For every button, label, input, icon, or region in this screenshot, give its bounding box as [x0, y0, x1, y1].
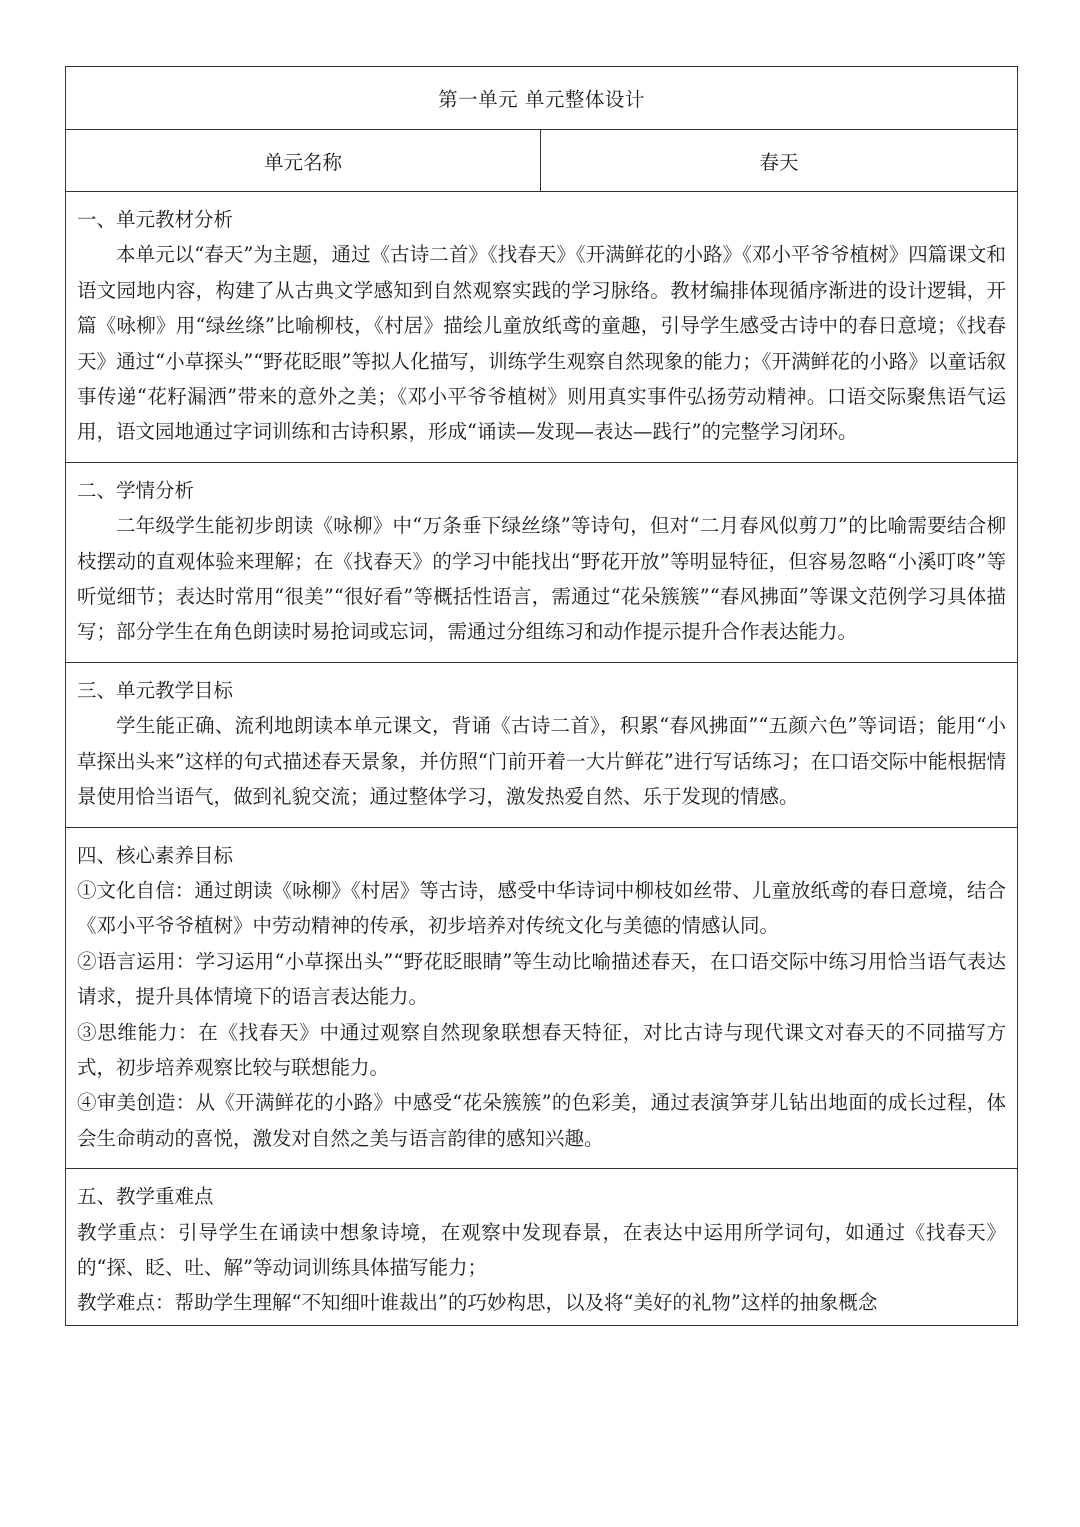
section-cell [66, 662, 1018, 827]
teaching-key-point: 教学重点：引导学生在诵读中想象诗境，在观察中发现春景，在表达中运用所学词句，如通过《找春天》的“探、眨、吐、解”等动词训练具体描写能力； [77, 1220, 1007, 1279]
section-teaching-goals [66, 662, 1018, 827]
goal-item-aesthetic-creation [77, 1085, 1006, 1156]
section-body: 本单元以“春天”为主题，通过《古诗二首》《找春天》《开满鲜花的小路》《邓小平爷爷植树》四篇课文和语文园地内容，构建了从古典文学感知到自然观察实践的学习脉络。教材编排体现循序渐进的设计逻辑，开篇《咏柳》用“绿丝绦”比喻柳枝，《村居》描绘儿童放纸鸢的童趣，引导学生感受古诗中的春日意境；《找春天》通过“小草探头”“野花眨眼”等拟人化描写，训练学生观察自然现象的能力；《开满鲜花的小路》以童话叙事传递“花籽漏洒”带来的意外之美；《邓小平爷爷植树》则用真实事件弘扬劳动精神。口语交际聚焦语气运用，语文园地通过字词训练和古诗积累，形成“诵读—发现—表达—践行”的完整学习闭环。 [77, 243, 1007, 444]
teaching-difficulty: 教学难点：帮助学生理解“不知细叶谁裁出”的巧妙构思，以及将“美好的礼物”这样的抽象概念 [77, 1291, 878, 1315]
section-cell [66, 1169, 1018, 1326]
section-textbook-analysis [66, 192, 1018, 463]
section-key-difficult-points [66, 1169, 1018, 1326]
goal-label: ④审美创造： [77, 1091, 196, 1115]
goal-label: ①文化自信： [77, 878, 195, 902]
unit-design-table [65, 66, 1018, 1326]
goal-item-language-use [77, 944, 1006, 1015]
section-heading: 五、教学重难点 [77, 1185, 214, 1209]
unit-name-label: 单元名称 [66, 130, 541, 192]
document-page [65, 66, 1017, 1326]
section-heading: 三、单元教学目标 [77, 678, 234, 702]
table-title: 第一单元 单元整体设计 [66, 67, 1018, 130]
unit-name-value: 春天 [541, 130, 1018, 192]
section-body: 二年级学生能初步朗读《咏柳》中“万条垂下绿丝绦”等诗句，但对“二月春风似剪刀”的比喻需要结合柳枝摆动的直观体验来理解；在《找春天》的学习中能找出“野花开放”等明显特征，但容易忽略“小溪叮咚”等听觉细节；表达时常用“很美”“很好看”等概括性语言，需通过“花朵簇簇”“春风拂面”等课文范例学习具体描写；部分学生在角色朗读时易抢词或忘词，需通过分组练习和动作提示提升合作表达能力。 [77, 514, 1007, 644]
goal-text: 在《找春天》中通过观察自然现象联想春天特征，对比古诗与现代课文对春天的不同描写方式，初步培养观察比较与联想能力。 [77, 1020, 1006, 1079]
section-learner-analysis [66, 462, 1018, 662]
section-cell [66, 462, 1018, 662]
section-body: 学生能正确、流利地朗读本单元课文，背诵《古诗二首》，积累“春风拂面”“五颜六色”等词语；能用“小草探出头来”这样的句式描述春天景象，并仿照“门前开着一大片鲜花”进行写话练习；在口语交际中能根据情景使用恰当语气，做到礼貌交流；通过整体学习，激发热爱自然、乐于发现的情感。 [77, 714, 1007, 809]
section-cell [66, 192, 1018, 463]
goal-text: 通过朗读《咏柳》《村居》等古诗，感受中华诗词中柳枝如丝带、儿童放纸鸢的春日意境，结合《邓小平爷爷植树》中劳动精神的传承，初步培养对传统文化与美德的情感认同。 [77, 878, 1006, 938]
unit-name-row [66, 130, 1018, 192]
section-cell [66, 827, 1018, 1169]
goal-item-cultural-confidence [77, 873, 1006, 944]
section-core-literacy-goals [66, 827, 1018, 1169]
goal-label: ③思维能力： [77, 1020, 199, 1044]
section-heading: 四、核心素养目标 [77, 843, 234, 867]
title-row [66, 67, 1018, 130]
goal-text: 学习运用“小草探出头”“野花眨眼睛”等生动比喻描述春天，在口语交际中练习用恰当语气表达请求，提升具体情境下的语言表达能力。 [77, 949, 1006, 1009]
goal-text: 从《开满鲜花的小路》中感受“花朵簇簇”的色彩美，通过表演笋芽儿钻出地面的成长过程，体会生命萌动的喜悦，激发对自然之美与语言韵律的感知兴趣。 [77, 1091, 1006, 1150]
section-heading: 一、单元教材分析 [77, 208, 234, 231]
goal-label: ②语言运用： [77, 949, 196, 973]
section-heading: 二、学情分析 [77, 478, 195, 502]
goal-item-thinking-ability [77, 1015, 1006, 1086]
